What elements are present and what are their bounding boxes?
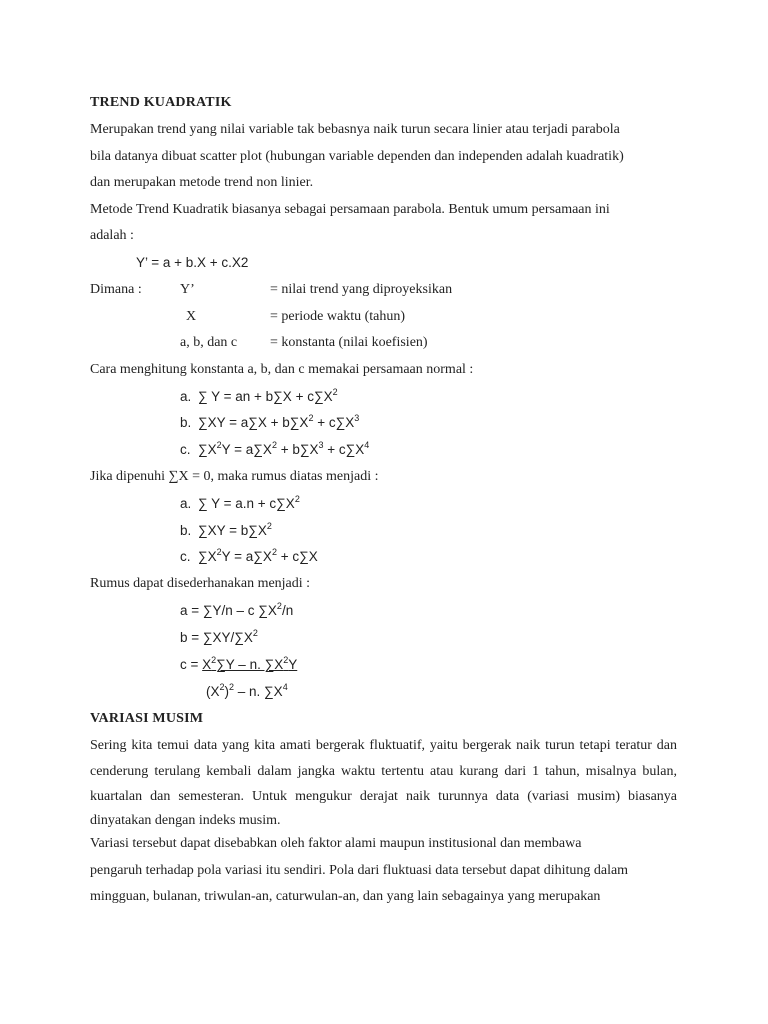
formula-c-denominator: $(X^2)^2$ – n. $\sum X^4$ xyxy=(206,682,288,699)
item-label: c. xyxy=(180,549,191,564)
simple-intro: Rumus dapat disederhanakan menjadi : xyxy=(90,576,311,591)
zero-equation-a: a. ∑ $Y = a.n + c\sum X^2$ xyxy=(180,494,300,511)
variasi-p2-line-3: mingguan, bulanan, triwulan-an, caturwulan-an, dan yang lain sebagainya yang merupakan xyxy=(90,889,601,904)
where-desc-3: = konstanta (nilai koefisien) xyxy=(270,335,428,350)
intro-line-2: bila datanya dibuat scatter plot (hubungan variable dependen dan independen adalah kuadratik) xyxy=(90,149,624,164)
where-label: Dimana : xyxy=(90,282,142,297)
variasi-p1-line-4: dinyatakan dengan indeks musim. xyxy=(90,813,281,828)
normal-equation-c: c. $\sum X^2Y = a\sum X^2 + b\sum X^3 + c\sum X^4$ xyxy=(180,440,370,457)
where-desc-1: = nilai trend yang diproyeksikan xyxy=(270,282,453,297)
intro-line-1: Merupakan trend yang nilai variable tak bebasnya naik turun secara linier atau terjadi parabola xyxy=(90,122,620,137)
formula-b: $b = \sum XY/\sum X^2$ xyxy=(180,628,258,645)
item-label: a. xyxy=(180,389,192,404)
intro-line-5: adalah : xyxy=(90,228,134,243)
intro-line-3: dan merupakan metode trend non linier. xyxy=(90,175,314,190)
variasi-p1-line-1: Sering kita temui data yang kita amati bergerak fluktuatif, yaitu bergerak naik turun tetapi teratur dan xyxy=(90,738,677,753)
where-symbol-3: a, b, dan c xyxy=(180,335,238,350)
normal-equation-b: b. $\sum XY = a\sum X + b\sum X^2 + c\sum X^3$ xyxy=(180,413,360,430)
item-label: c. xyxy=(180,442,191,457)
intro-line-4: Metode Trend Kuadratik biasanya sebagai persamaan parabola. Bentuk umum persamaan ini xyxy=(90,202,610,217)
zero-equation-b: b. $\sum XY = b\sum X^2$ xyxy=(180,521,272,538)
heading-variasi-musim: VARIASI MUSIM xyxy=(90,711,204,726)
where-symbol-2: X xyxy=(186,309,197,324)
formula-a: a = ∑Y/n – c $\sum X^2/n$ xyxy=(180,601,294,618)
variasi-p2-line-2: pengaruh terhadap pola variasi itu sendiri. Pola dari fluktuasi data tersebut dapat dihitung dalam xyxy=(90,863,629,878)
item-label: b. xyxy=(180,415,192,430)
formula-c-numerator: $c = X^2\sum Y - n$. $\sum X^2Y$ xyxy=(180,655,298,672)
item-label: b. xyxy=(180,523,192,538)
zero-equation-c: c. $\sum X^2Y = a\sum X^2 + c\sum X$ xyxy=(180,547,318,564)
variasi-p2-line-1: Variasi tersebut dapat disebabkan oleh faktor alami maupun institusional dan membawa xyxy=(90,836,582,851)
where-symbol-1: Y’ xyxy=(180,282,195,297)
zero-intro: Jika dipenuhi ∑X = 0, maka rumus diatas menjadi : xyxy=(90,469,379,484)
where-desc-2: = periode waktu (tahun) xyxy=(270,309,406,324)
item-label: a. xyxy=(180,496,192,511)
general-equation: Y’ = a + b.X + c.X2 xyxy=(136,255,249,270)
normal-equation-a: a. ∑ Y = an + $b\sum X + c\sum X^2$ xyxy=(180,387,338,404)
variasi-p1-line-3: kuartalan dan semesteran. Untuk mengukur derajat naik turunnya data (variasi musim) biasanya xyxy=(90,789,677,804)
normal-intro: Cara menghitung konstanta a, b, dan c memakai persamaan normal : xyxy=(90,362,474,377)
heading-trend-kuadratik: TREND KUADRATIK xyxy=(90,95,232,110)
variasi-p1-line-2: cenderung terulang kembali dalam jangka waktu tertentu atau kurang dari 1 tahun, misalnya bulan, xyxy=(90,764,677,779)
